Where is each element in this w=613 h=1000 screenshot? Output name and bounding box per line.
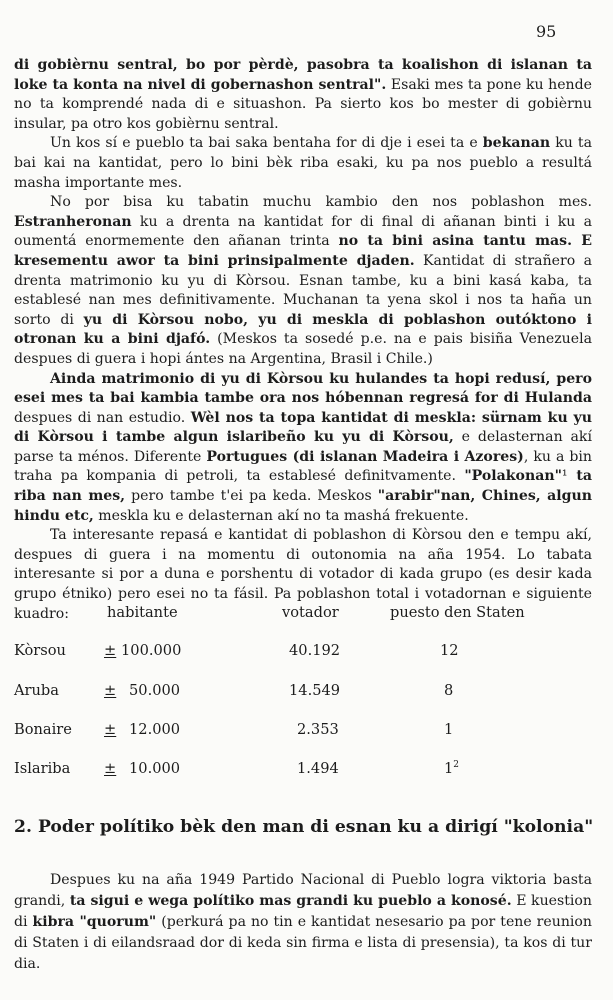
bold-text: Wèl nos ta topa kantidat di meskla: sürnam ku yu di Kòrsou i tambe algun islaribeño ku yu di Kòrsou, (14, 409, 592, 446)
approx-sign: ± (104, 760, 117, 777)
section-title: Poder polítiko bèk den man di esnan ku a dirigí "kolonia" (37, 817, 594, 837)
table-row (14, 721, 592, 743)
text-run: ku a drenta na kantidat for di final di añanan binti i ku a oumentá enormemente den añanan trinta (14, 213, 592, 250)
text-run: No por bisa ku tabatin muchu kambio den nos poblashon mes. (50, 194, 592, 211)
paragraph (14, 56, 592, 134)
text-run: pero tambe t'ei pa keda. Meskos (125, 488, 378, 505)
bold-text: Portugues (di islanan Madeira i Azores) (206, 448, 524, 465)
text-run: (perkurá pa no tin e kantidat nesesario pa por tene reunion di Staten i di eilandsraad dor di keda sin firma e lista di presensia), ta kos di tur dia. (14, 914, 592, 973)
text-run: Kantidat di strañero a drenta matrimonio ku yu di Kòrsou. Esnan tambe, ku a bini kasá kaba, ta establesé nan mes definitivamente. Muchanan ta yena skol i nos ta haña un sorto di (14, 252, 592, 328)
voters-value: 1.494 (297, 760, 339, 777)
section-number: 2. (14, 817, 32, 837)
bold-text: "Polakonan" (464, 468, 562, 485)
bold-text: yu di Kòrsou nobo, yu di meskla di poblashon outóktono i otronan ku a bini djafó. (14, 311, 592, 348)
text-run: Un kos sí e pueblo ta bai saka bentaha for di dje i esei ta e (50, 135, 483, 152)
text-run: Esaki mes ta pone ku hende no ta komprendé nada di e situashon. Pa sierto kos bo mester di gobièrnu insular, pa otro kos gobièrnu sentral. (14, 76, 592, 132)
text-run: ku ta bai kai na kantidat, pero lo bini bèk riba esaki, ku pa nos pueblo a resultá masha importante mes. (14, 135, 592, 191)
approx-sign: ± (104, 721, 117, 738)
header-voters: votador (282, 604, 339, 621)
bold-text: Estranheronan (14, 213, 132, 230)
voters-value: 14.549 (289, 682, 341, 699)
seats-value: 1 (444, 721, 454, 738)
island-name: Bonaire (14, 721, 72, 738)
approx-sign: ± (104, 642, 117, 659)
inhabitants-value: 10.000 (129, 760, 181, 777)
section-heading (14, 817, 594, 837)
bold-text: ta sigui e wega polítiko mas grandi ku pueblo a konosé. (69, 893, 512, 910)
text-run: despues di nan estudio. (14, 409, 191, 426)
island-name: Kòrsou (14, 642, 66, 659)
text-run: E kuestion di (14, 893, 592, 931)
paragraph (14, 193, 592, 369)
text-run: ¹ (561, 468, 568, 485)
bold-text: "arabir"nan, Chines, algun hindu etc, (14, 488, 592, 524)
bold-text: ta riba nan mes, (14, 468, 592, 505)
voters-value: 40.192 (289, 642, 341, 659)
island-name: Islariba (14, 760, 71, 777)
voters-value: 2.353 (297, 721, 339, 738)
seats-value: 8 (444, 682, 454, 699)
text-run: meskla ku e delasternan akí no ta mashá frekuente. (93, 507, 469, 524)
approx-sign: ± (104, 682, 117, 699)
table-row (14, 642, 592, 664)
inhabitants-value: 50.000 (129, 682, 181, 699)
bold-text: kibra "quorum" (32, 914, 157, 931)
text-run: e delasternan akí parse ta ménos. Diferente (14, 429, 592, 465)
header-seats: puesto den Staten (390, 604, 525, 621)
table-row (14, 682, 592, 704)
paragraph (14, 370, 592, 527)
page-number: 95 (536, 22, 557, 41)
bold-text: no ta bini asina tantu mas. E kresementu awor ta bini prinsipalmente djaden. (14, 233, 592, 269)
text-run: Ta interesante repasá e kantidat di poblashon di Kòrsou den e tempu akí, despues di guera i na momentu di outonomia na aña 1954. Lo tabata interesante si por a duna e porshentu di votador di kada grupo (es desir kada grupo étniko) pero esei no ta fásil. Pa poblashon total i votadornan e siguiente kuadro: (14, 527, 592, 622)
header-inhabitants: habitante (107, 604, 178, 621)
bold-text: di gobièrnu sentral, bo por pèrdè, pasobra ta koalishon di islanan ta loke ta konta na nivel di gobernashon sentral". (14, 57, 592, 93)
table-row (14, 760, 592, 782)
section-paragraph (14, 870, 592, 975)
inhabitants-value: 12.000 (129, 721, 181, 738)
bold-text: bekanan (482, 135, 551, 152)
seats-value: 12 (440, 642, 459, 659)
paragraph (14, 134, 592, 193)
bold-text: Ainda matrimonio di yu di Kòrsou ku hulandes ta hopi redusí, pero esei mes ta bai kambia tambe ora nos hóbennan regresá for di Hulanda (14, 370, 592, 407)
text-run: Despues ku na aña 1949 Partido Nacional di Pueblo logra viktoria basta grandi, (14, 872, 592, 910)
seats-value: $1^2$ (444, 760, 460, 777)
island-name: Aruba (14, 682, 59, 699)
inhabitants-value: 100.000 (121, 642, 182, 659)
footnote-ref: 2 (453, 760, 460, 771)
text-run: (Meskos ta sosedé p.e. na e pais bisiña Venezuela despues di guera i hopi ántes na Argentina, Brasil i Chile.) (14, 331, 592, 367)
text-run: , ku a bin traha pa kompania di petroli, ta establesé definitvamente. (14, 448, 592, 485)
body-text (14, 56, 592, 624)
